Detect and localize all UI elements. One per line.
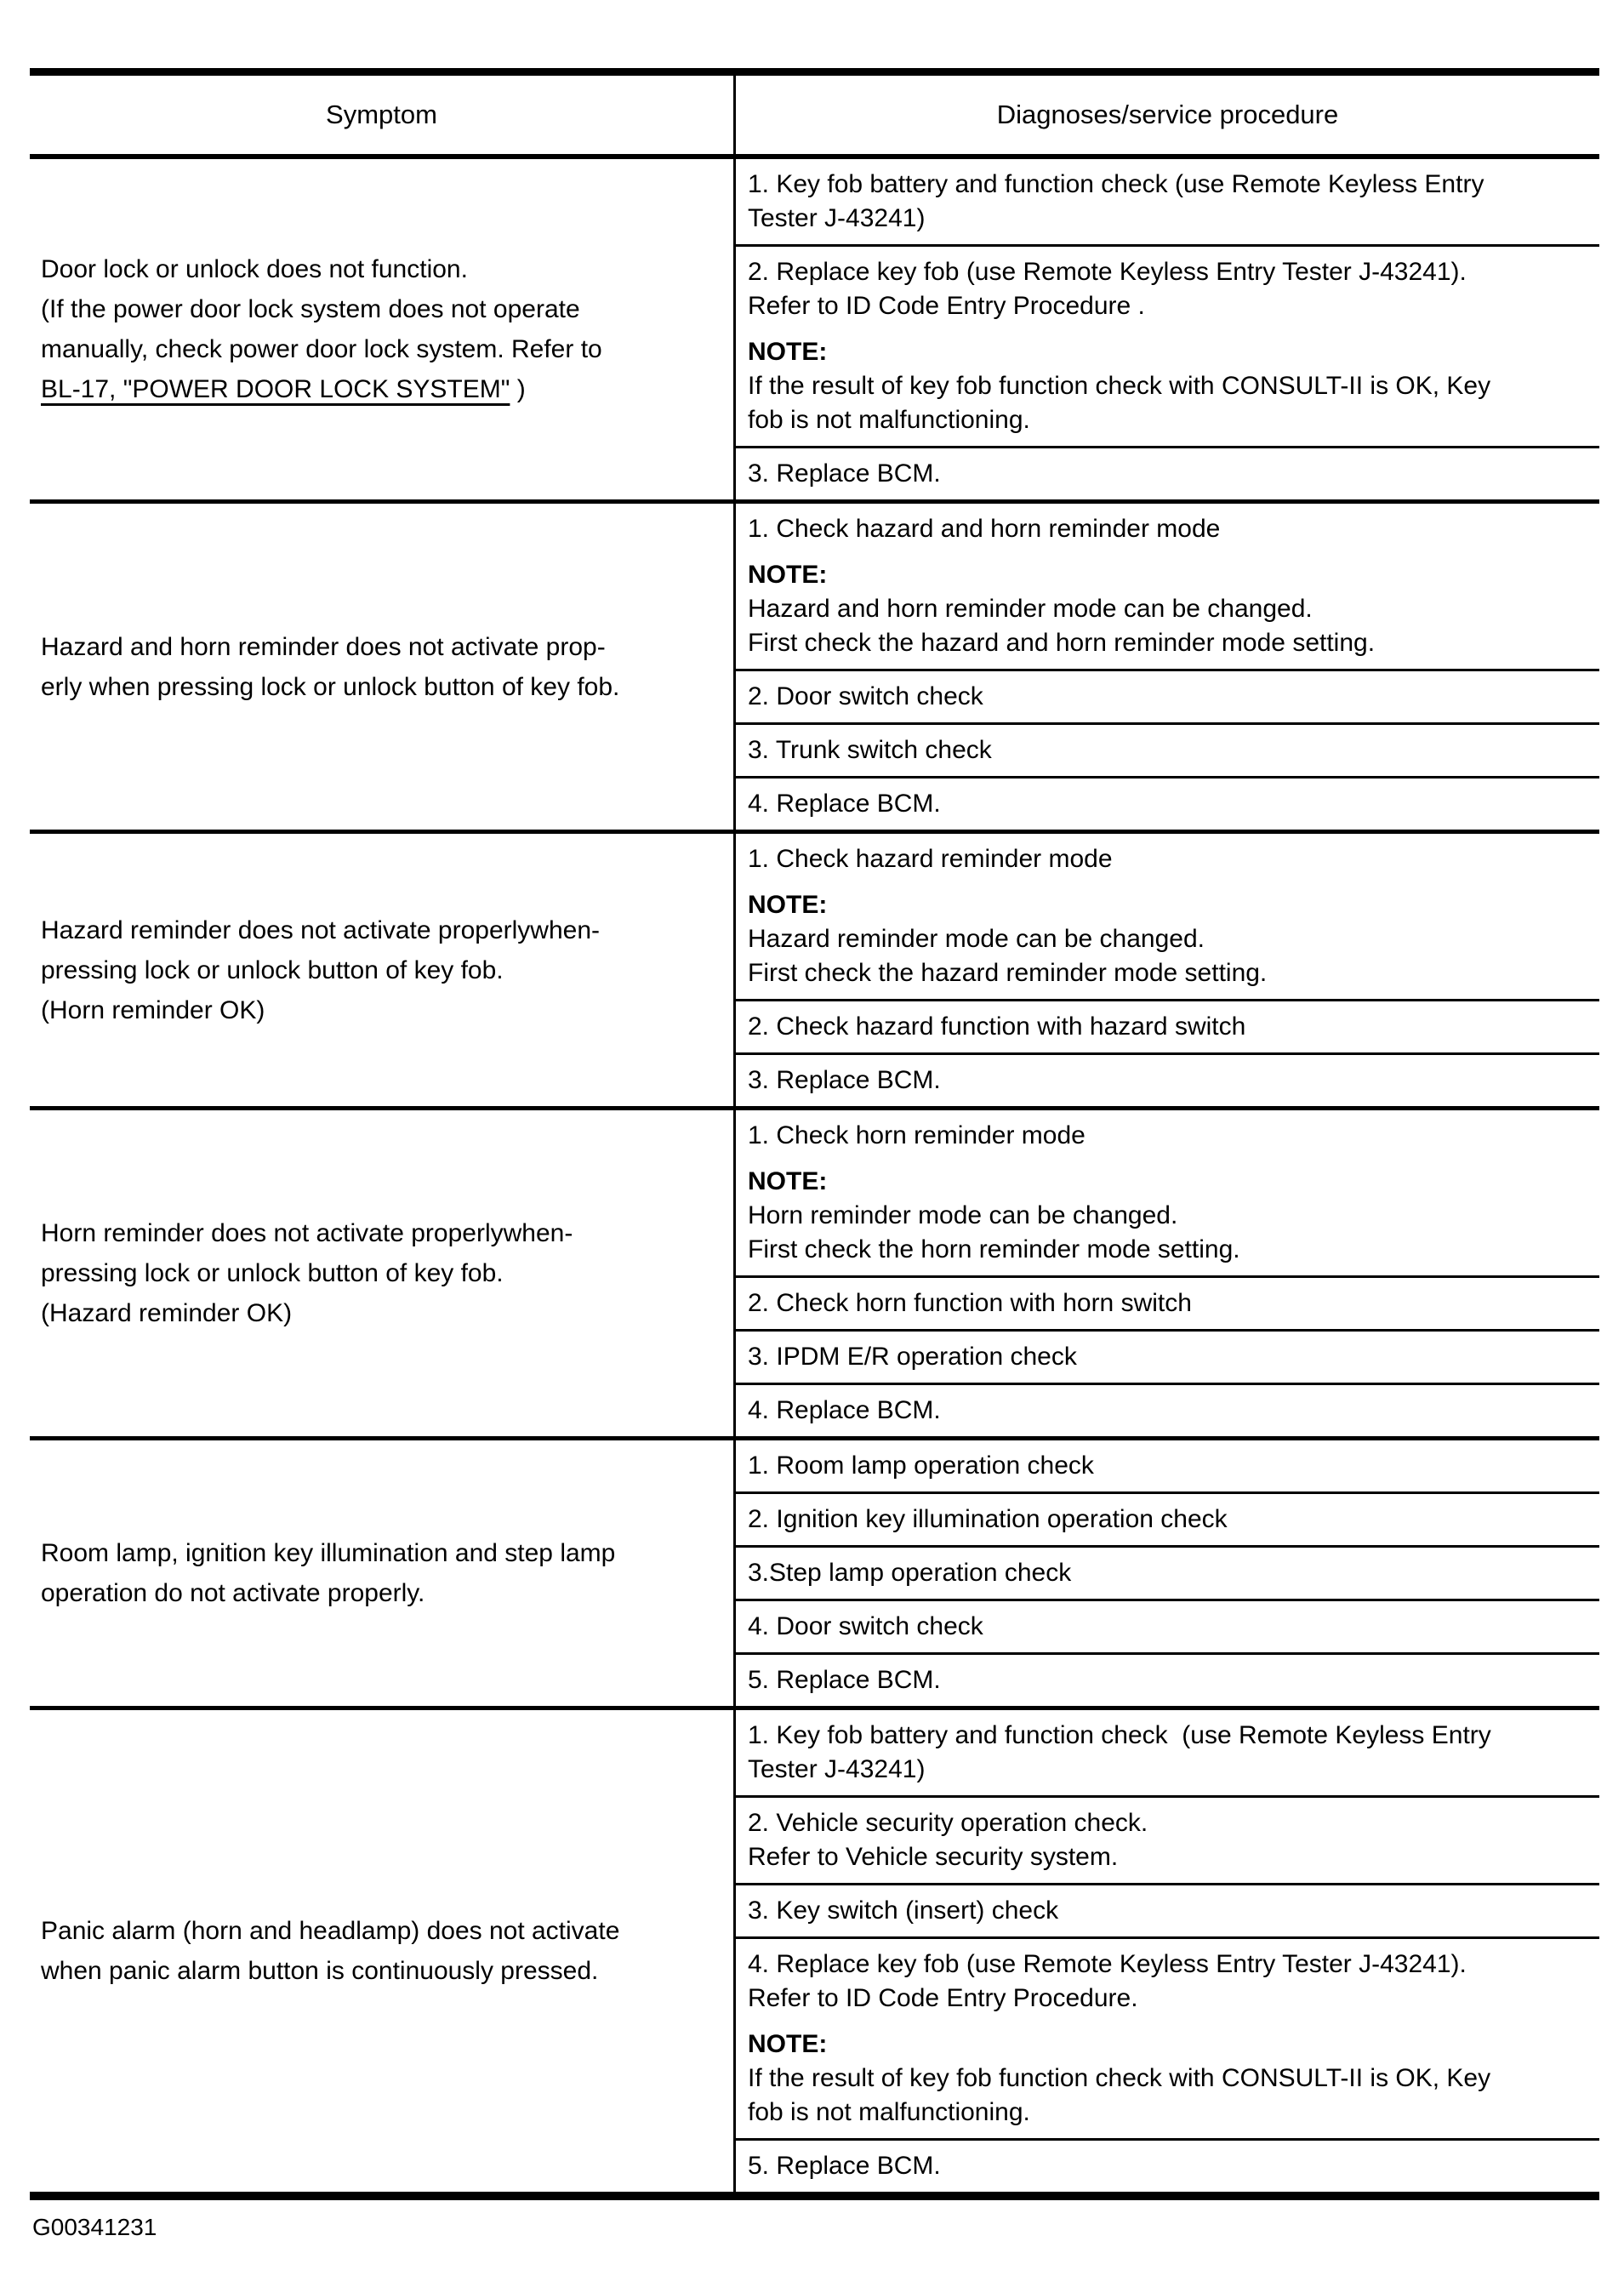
procedure-cell-group [733, 159, 1599, 499]
symptom-line: manually, check power door lock system. Refer to [41, 335, 602, 363]
procedure-cell [736, 671, 1599, 725]
note-label: NOTE: [748, 1167, 828, 1195]
symptom-group-row [30, 159, 1599, 504]
note-label: NOTE: [748, 338, 828, 366]
procedure-cell [736, 159, 1599, 247]
symptom-line: when panic alarm button is continuously pressed. [41, 1957, 599, 1985]
procedure-cell [736, 2141, 1599, 2192]
symptom-line: pressing lock or unlock button of key fob. [41, 955, 504, 984]
procedure-cell [736, 1278, 1599, 1332]
note-label: NOTE: [748, 2030, 828, 2058]
symptom-line: Panic alarm (horn and headlamp) does not activate [41, 1917, 620, 1945]
procedure-line: 4. Replace BCM. [748, 790, 941, 818]
note-line: fob is not malfunctioning. [748, 406, 1030, 434]
note-line: First check the horn reminder mode setting. [748, 1235, 1240, 1263]
procedure-cell [736, 1110, 1599, 1278]
procedure-cell [736, 1332, 1599, 1385]
procedure-line: Refer to Vehicle security system. [748, 1843, 1119, 1871]
procedure-cell [736, 1055, 1599, 1106]
table-body [30, 159, 1599, 2192]
procedure-line: 1. Key fob battery and function check (use Remote Keyless Entry [748, 1721, 1491, 1749]
symptom-line: BL-17, "POWER DOOR LOCK SYSTEM" ) [41, 375, 526, 403]
procedure-cell-group [733, 1440, 1599, 1706]
procedure-line: Refer to ID Code Entry Procedure . [748, 292, 1145, 320]
symptom-cell [30, 159, 733, 499]
procedure-line: 1. Check horn reminder mode [748, 1121, 1086, 1149]
symptom-text [41, 1213, 573, 1333]
symptom-line: Hazard reminder does not activate properlywhen- [41, 915, 600, 944]
procedure-line: 3. Trunk switch check [748, 736, 992, 764]
procedure-line: 5. Replace BCM. [748, 1666, 941, 1694]
note-label: NOTE: [748, 561, 828, 589]
procedure-cell [736, 1385, 1599, 1436]
symptom-text [41, 1911, 619, 1991]
column-header-symptom: Symptom [326, 100, 437, 129]
symptom-cell [30, 834, 733, 1106]
note-label: NOTE: [748, 891, 828, 919]
procedure-cell [736, 1939, 1599, 2141]
procedure-line: 2. Replace key fob (use Remote Keyless Entry Tester J-43241). [748, 258, 1467, 286]
symptom-group-row [30, 1110, 1599, 1440]
symptom-group-row [30, 834, 1599, 1110]
column-header-procedure: Diagnoses/service procedure [733, 76, 1599, 154]
symptom-group-row [30, 1710, 1599, 2192]
procedure-cell [736, 1601, 1599, 1655]
procedure-cell-group [733, 504, 1599, 830]
procedure-cell-group [733, 1110, 1599, 1436]
procedure-line: 2. Check hazard function with hazard switch [748, 1012, 1246, 1041]
procedure-line: 3. Replace BCM. [748, 1066, 941, 1094]
procedure-cell [736, 247, 1599, 448]
service-manual-page [30, 68, 1599, 2241]
symptom-line: pressing lock or unlock button of key fob. [41, 1259, 504, 1287]
note-line: First check the hazard reminder mode setting. [748, 959, 1268, 987]
procedure-line: 3. Key switch (insert) check [748, 1896, 1059, 1925]
symptom-text [41, 910, 600, 1030]
symptom-line: Door lock or unlock does not function. [41, 255, 468, 283]
procedure-line: Tester J-43241) [748, 204, 926, 232]
symptom-line: (Hazard reminder OK) [41, 1299, 293, 1327]
symptom-text [41, 1533, 615, 1613]
reference-link[interactable]: BL-17, "POWER DOOR LOCK SYSTEM" [41, 375, 510, 403]
procedure-cell [736, 504, 1599, 671]
procedure-cell [736, 834, 1599, 1001]
procedure-cell [736, 778, 1599, 830]
symptom-diagnosis-table [30, 68, 1599, 2200]
figure-code: G00341231 [32, 2214, 157, 2240]
symptom-group-row [30, 1440, 1599, 1710]
procedure-line: 4. Replace BCM. [748, 1396, 941, 1424]
procedure-line: Refer to ID Code Entry Procedure. [748, 1984, 1138, 2012]
procedure-cell-group [733, 834, 1599, 1106]
symptom-line: Room lamp, ignition key illumination and step lamp [41, 1539, 616, 1567]
symptom-cell [30, 1110, 733, 1436]
procedure-line: 3.Step lamp operation check [748, 1559, 1072, 1587]
note-line: Hazard reminder mode can be changed. [748, 925, 1205, 953]
symptom-cell [30, 504, 733, 830]
procedure-line: 4. Door switch check [748, 1612, 983, 1640]
symptom-line: erly when pressing lock or unlock button of key fob. [41, 672, 620, 701]
procedure-cell [736, 1710, 1599, 1798]
procedure-cell [736, 1494, 1599, 1548]
note-line: If the result of key fob function check with CONSULT-II is OK, Key [748, 372, 1491, 400]
procedure-line: Tester J-43241) [748, 1755, 926, 1783]
symptom-text [41, 627, 619, 707]
procedure-line: 5. Replace BCM. [748, 2152, 941, 2180]
note-line: First check the hazard and horn reminder mode setting. [748, 629, 1376, 657]
symptom-group-row [30, 504, 1599, 834]
procedure-cell [736, 448, 1599, 499]
procedure-line: 3. IPDM E/R operation check [748, 1343, 1077, 1371]
procedure-line: 1. Check hazard and horn reminder mode [748, 515, 1221, 543]
procedure-line: 1. Key fob battery and function check (use Remote Keyless Entry [748, 170, 1484, 198]
symptom-line: (If the power door lock system does not operate [41, 295, 580, 323]
procedure-cell [736, 1885, 1599, 1939]
symptom-line: operation do not activate properly. [41, 1579, 425, 1607]
symptom-cell [30, 1710, 733, 2192]
procedure-line: 4. Replace key fob (use Remote Keyless Entry Tester J-43241). [748, 1950, 1467, 1978]
symptom-line: Horn reminder does not activate properlywhen- [41, 1219, 573, 1247]
symptom-text [41, 249, 602, 409]
procedure-line: 1. Room lamp operation check [748, 1451, 1094, 1480]
note-line: Hazard and horn reminder mode can be changed. [748, 595, 1313, 623]
procedure-cell [736, 1548, 1599, 1601]
symptom-cell [30, 1440, 733, 1706]
procedure-cell [736, 1001, 1599, 1055]
procedure-cell [736, 1440, 1599, 1494]
symptom-line: (Horn reminder OK) [41, 995, 265, 1024]
table-header-row [30, 76, 1599, 159]
procedure-cell-group [733, 1710, 1599, 2192]
note-line: Horn reminder mode can be changed. [748, 1201, 1178, 1229]
note-line: If the result of key fob function check with CONSULT-II is OK, Key [748, 2064, 1491, 2092]
symptom-line: Hazard and horn reminder does not activate prop- [41, 632, 606, 661]
procedure-line: 2. Check horn function with horn switch [748, 1289, 1192, 1317]
procedure-line: 2. Vehicle security operation check. [748, 1809, 1148, 1837]
procedure-cell [736, 1798, 1599, 1885]
procedure-line: 2. Ignition key illumination operation check [748, 1505, 1228, 1533]
procedure-line: 1. Check hazard reminder mode [748, 845, 1113, 873]
procedure-line: 3. Replace BCM. [748, 459, 941, 488]
note-line: fob is not malfunctioning. [748, 2098, 1030, 2126]
procedure-line: 2. Door switch check [748, 682, 983, 710]
procedure-cell [736, 725, 1599, 778]
procedure-cell [736, 1655, 1599, 1706]
